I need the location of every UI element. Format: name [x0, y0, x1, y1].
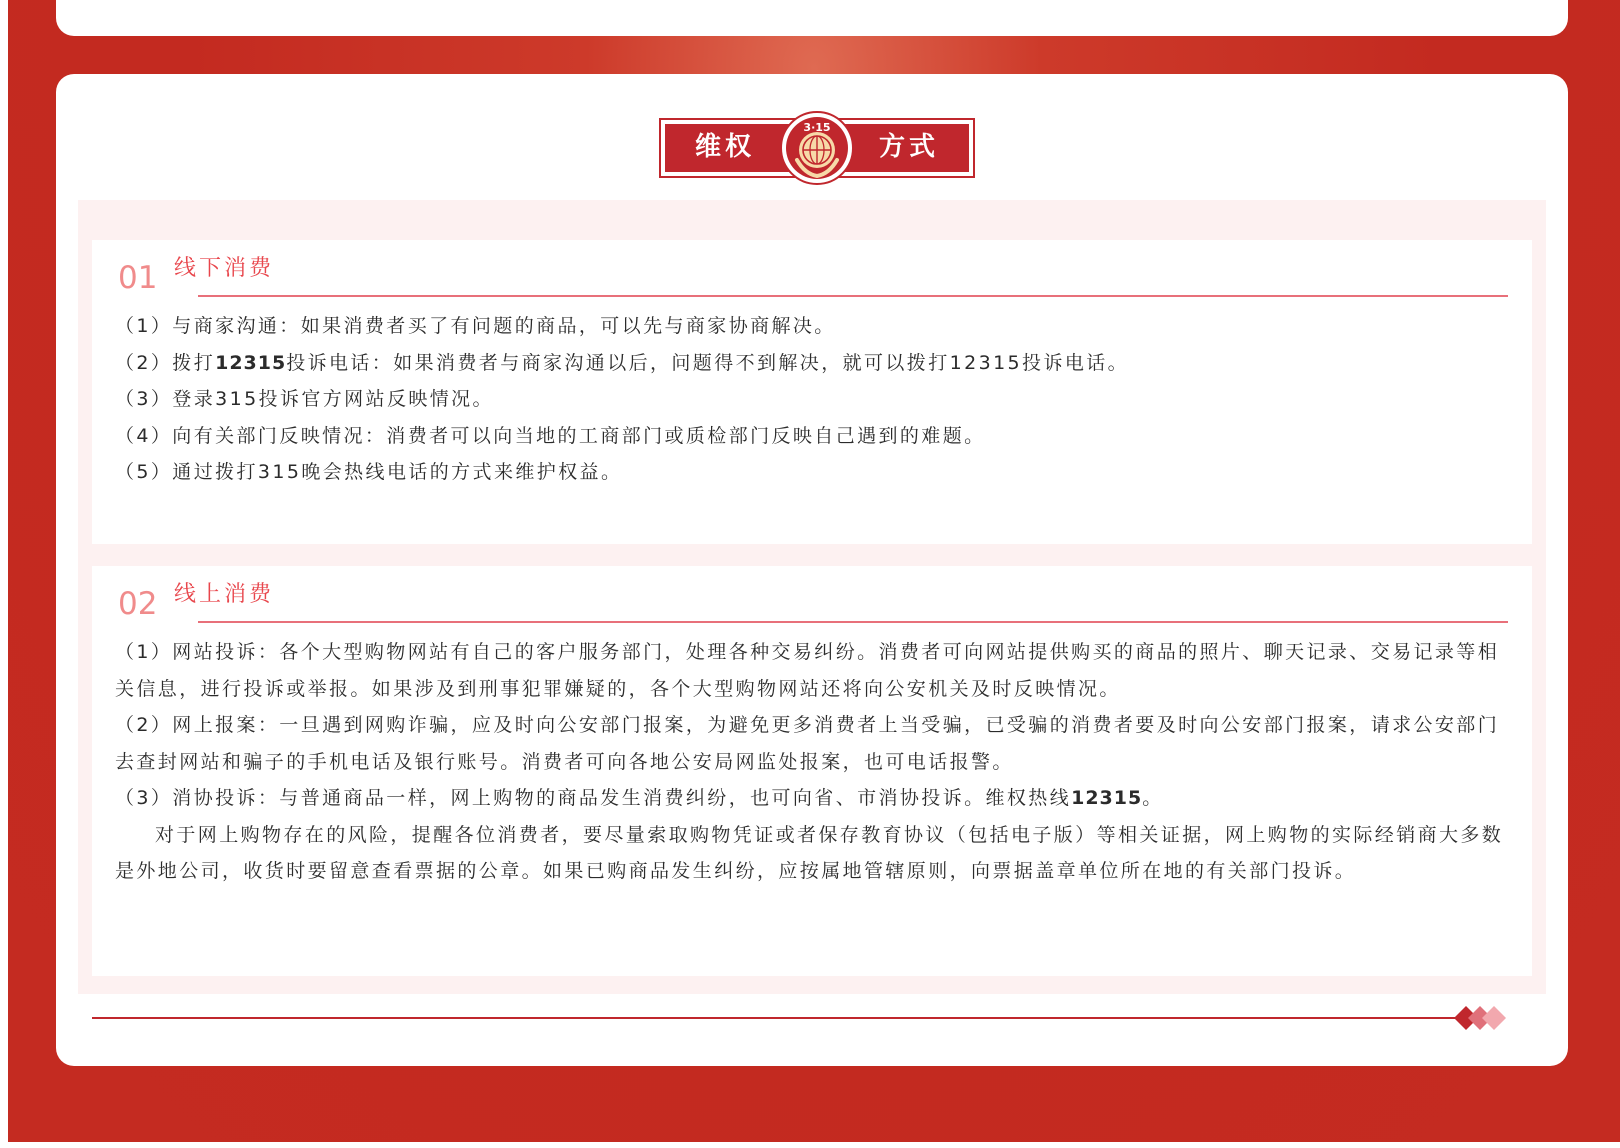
bottom-divider [92, 1017, 1458, 1019]
list-item: （3）登录315投诉官方网站反映情况。 [115, 388, 494, 410]
content-card [56, 74, 1568, 1066]
online-list [115, 634, 1510, 890]
badge-title-right: 方式 [879, 132, 940, 162]
list-item: （2）拨打12315投诉电话：如果消费者与商家沟通以后，问题得不到解决，就可以拨打12315投诉电话。 [115, 351, 1130, 374]
list-item: （1）网站投诉：各个大型购物网站有自己的客户服务部门，处理各种交易纠纷。消费者可向网站提供购买的商品的照片、聊天记录、交易记录等相关信息，进行投诉或举报。如果涉及到刑事犯罪嫌疑的，各个大型购物网站还将向公安机关及时反映情况。 [115, 641, 1500, 700]
section-title: 线下消费 [174, 256, 275, 281]
section-underline [198, 621, 1508, 623]
list-item: （2）网上报案：一旦遇到网购诈骗，应及时向公安部门报案，为避免更多消费者上当受骗，已受骗的消费者要及时向公安部门报案，请求公安部门去查封网站和骗子的手机电话及银行账号。消费者可向各地公安局网监处报案，也可电话报警。 [115, 714, 1500, 773]
section-number: 02 [118, 586, 158, 622]
section-number: 01 [118, 260, 158, 296]
page-background [8, 0, 1620, 1142]
offline-list [115, 308, 1510, 491]
section-title-badge [659, 118, 975, 178]
diamond-ornament-icon [1452, 1004, 1512, 1032]
online-section [92, 566, 1532, 976]
section-title: 线上消费 [174, 582, 275, 607]
section-underline [198, 295, 1508, 297]
offline-section [92, 240, 1532, 544]
note-paragraph: 对于网上购物存在的风险，提醒各位消费者，要尽量索取购物凭证或者保存教育协议（包括电子版）等相关证据，网上购物的实际经销商大多数是外地公司，收货时要留意查看票据的公章。如果已购商品发生纠纷，应按属地管辖原则，向票据盖章单位所在地的有关部门投诉。 [115, 823, 1504, 882]
previous-card-edge [56, 0, 1568, 36]
emblem-text: 3·15 [803, 121, 831, 134]
content-background [78, 200, 1546, 994]
emblem-315-icon [779, 110, 855, 186]
list-item: （4）向有关部门反映情况：消费者可以向当地的工商部门或质检部门反映自己遇到的难题。 [115, 424, 986, 447]
list-item: （3）消协投诉：与普通商品一样，网上购物的商品发生消费纠纷，也可向省、市消协投诉。维权热线12315。 [115, 787, 1164, 809]
list-item: （5）通过拨打315晚会热线电话的方式来维护权益。 [115, 461, 623, 483]
hotline-number: 12315 [215, 351, 287, 374]
hotline-number: 12315 [1071, 787, 1143, 809]
badge-title-left: 维权 [695, 132, 756, 162]
list-item: （1）与商家沟通：如果消费者买了有问题的商品，可以先与商家协商解决。 [115, 315, 836, 337]
